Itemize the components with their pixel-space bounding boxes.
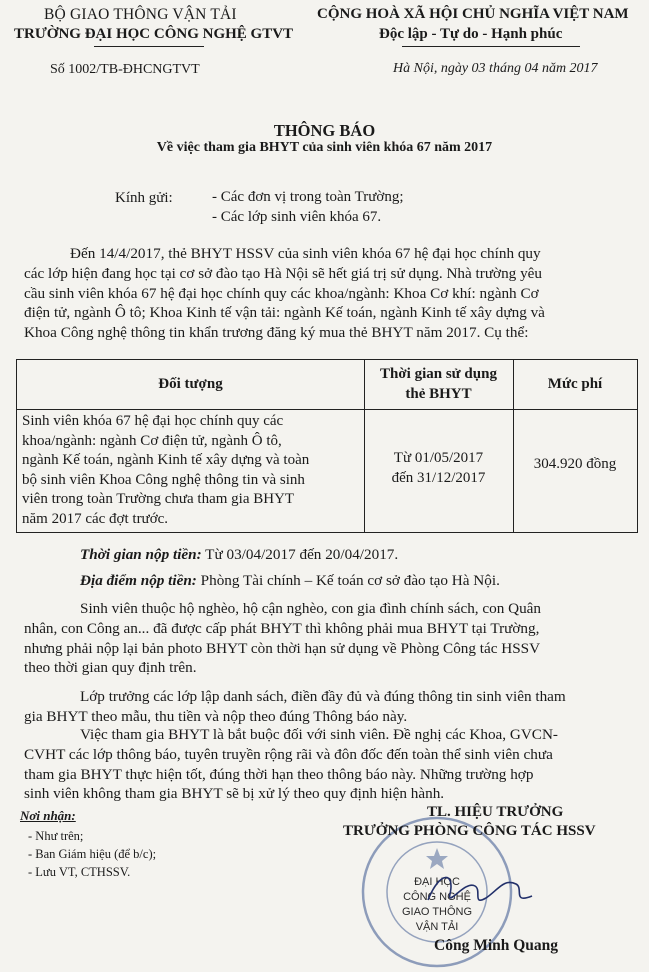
distribution-item: - Lưu VT, CTHSSV. — [28, 865, 131, 879]
signature-subtitle: TRƯỞNG PHÒNG CÔNG TÁC HSSV — [343, 823, 596, 839]
national-motto: Độc lập - Tự do - Hạnh phúc — [379, 26, 563, 42]
recipient-item: - Các lớp sinh viên khóa 67. — [212, 209, 382, 225]
header-subject: Đối tượng — [158, 376, 223, 392]
text-line: năm 2017 các đợt trước. — [22, 510, 169, 527]
text-line: gia BHYT theo mẫu, thu tiền và nộp theo đúng Thông báo này. — [24, 707, 408, 725]
class-leader-paragraph — [24, 687, 566, 727]
payment-place-label: Địa điểm nộp tiền: — [80, 572, 197, 589]
text-line: sinh viên không tham gia BHYT sẽ bị xử lý theo quy định hiện hành. — [24, 785, 445, 803]
payment-place-value: Phòng Tài chính – Kế toán cơ sở đào tạo Hà Nội. — [196, 572, 500, 589]
school-name: TRƯỜNG ĐẠI HỌC CÔNG NGHỆ GTVT — [14, 26, 294, 42]
distribution-item: - Như trên; — [28, 829, 84, 843]
fee-table — [16, 359, 638, 533]
seal-line: GIAO THÔNG — [401, 906, 473, 918]
subject-cell — [22, 412, 309, 530]
seal-line: ĐẠI HỌC — [414, 876, 460, 888]
distribution-item: - Ban Giám hiệu (để b/c); — [28, 847, 157, 861]
payment-time-label: Thời gian nộp tiền: — [80, 546, 202, 563]
intro-paragraph — [24, 244, 545, 343]
text-line: bộ sinh viên Khoa Công nghệ thông tin và sinh — [22, 471, 305, 488]
recipient-item: - Các đơn vị trong toàn Trường; — [212, 189, 404, 205]
text-line: ngành Kế toán, ngành Kinh tế xây dựng và toàn — [22, 452, 310, 469]
ministry-name: BỘ GIAO THÔNG VẬN TẢI — [44, 6, 237, 23]
signature-stroke — [428, 877, 532, 900]
text-line: CVHT các lớp thông báo, tuyên truyền rộng rãi và đôn đốc đến toàn thể sinh viên chưa — [24, 745, 553, 763]
seal-line: VẬN TẢI — [415, 921, 459, 933]
header-period-1: Thời gian sử dụng — [380, 366, 497, 382]
nation-name: CỘNG HOÀ XÃ HỘI CHỦ NGHĨA VIỆT NAM — [317, 6, 629, 22]
text-line: viên trong toàn Trường chưa tham gia BHYT — [22, 491, 295, 508]
fee-cell: 304.920 đồng — [533, 456, 617, 472]
header-right-underline — [402, 46, 580, 47]
text-line: Sinh viên khóa 67 hệ đại học chính quy các — [22, 413, 284, 429]
text-line: Khoa Công nghệ thông tin khẩn trương đăng ký mua thẻ BHYT năm 2017. Cụ thể: — [24, 324, 529, 342]
document-title: THÔNG BÁO — [273, 121, 376, 140]
signature-title: TL. HIỆU TRƯỞNG — [427, 804, 564, 820]
text-line: các lớp hiện đang học tại cơ sở đào tạo Hà Nội sẽ hết giá trị sử dụng. Nhà trường yêu — [24, 264, 542, 282]
table-divider — [17, 409, 637, 410]
handwritten-signature — [420, 860, 540, 920]
seal-line: CÔNG NGHỆ — [403, 891, 471, 903]
text-line: Việc tham gia BHYT là bắt buộc đối với sinh viên. Đề nghị các Khoa, GVCN- — [80, 726, 558, 743]
header-fee: Mức phí — [547, 376, 603, 392]
document-number: Số 1002/TB-ĐHCNGTVT — [50, 62, 200, 77]
header-left-underline — [94, 46, 204, 47]
place-date: Hà Nội, ngày 03 tháng 04 năm 2017 — [393, 61, 598, 76]
text-line: Đến 14/4/2017, thẻ BHYT HSSV của sinh viên khóa 67 hệ đại học chính quy — [70, 245, 541, 262]
mandatory-paragraph — [24, 725, 558, 804]
payment-time — [80, 546, 398, 564]
text-line: Từ 01/05/2017 — [393, 450, 484, 466]
text-line: cầu sinh viên khóa 67 hệ đại học chính quy các khoa/ngành: Khoa Cơ khí: ngành Cơ — [24, 284, 539, 302]
text-line: nhưng phải nộp lại bản photo BHYT còn thời hạn sử dụng về Phòng Công tác HSSV — [24, 639, 541, 657]
signer-name: Công Minh Quang — [434, 937, 559, 954]
text-line: Lớp trưởng các lớp lập danh sách, điền đầy đủ và đúng thông tin sinh viên tham — [80, 688, 566, 705]
text-line: khoa/ngành: ngành Cơ điện tử, ngành Ô tô, — [22, 432, 282, 449]
poor-household-paragraph — [24, 599, 541, 678]
payment-time-value: Từ 03/04/2017 đến 20/04/2017. — [201, 546, 399, 563]
text-line: theo thời gian quy định trên. — [24, 659, 197, 677]
document-subtitle: Về việc tham gia BHYT của sinh viên khóa 67 năm 2017 — [156, 140, 493, 155]
text-line: nhân, con Công an... đã được cấp phát BHYT thì không phải mua BHYT tại Trường, — [24, 619, 540, 637]
distribution-label: Nơi nhận: — [20, 808, 76, 823]
payment-place — [80, 572, 500, 590]
period-cell — [364, 448, 513, 488]
text-line: điện tử, ngành Ô tô; Khoa Kinh tế vận tải: ngành Kế toán, ngành Kinh tế xây dựng và — [24, 304, 545, 322]
text-line: tham gia BHYT thực hiện tốt, đúng thời hạn theo thông báo này. Những trường hợp — [24, 765, 534, 783]
greeting: Kính gửi: — [115, 190, 173, 206]
header-period-2: thẻ BHYT — [405, 386, 472, 402]
text-line: đến 31/12/2017 — [391, 470, 486, 486]
text-line: Sinh viên thuộc hộ nghèo, hộ cận nghèo, con gia đình chính sách, con Quân — [80, 600, 542, 617]
